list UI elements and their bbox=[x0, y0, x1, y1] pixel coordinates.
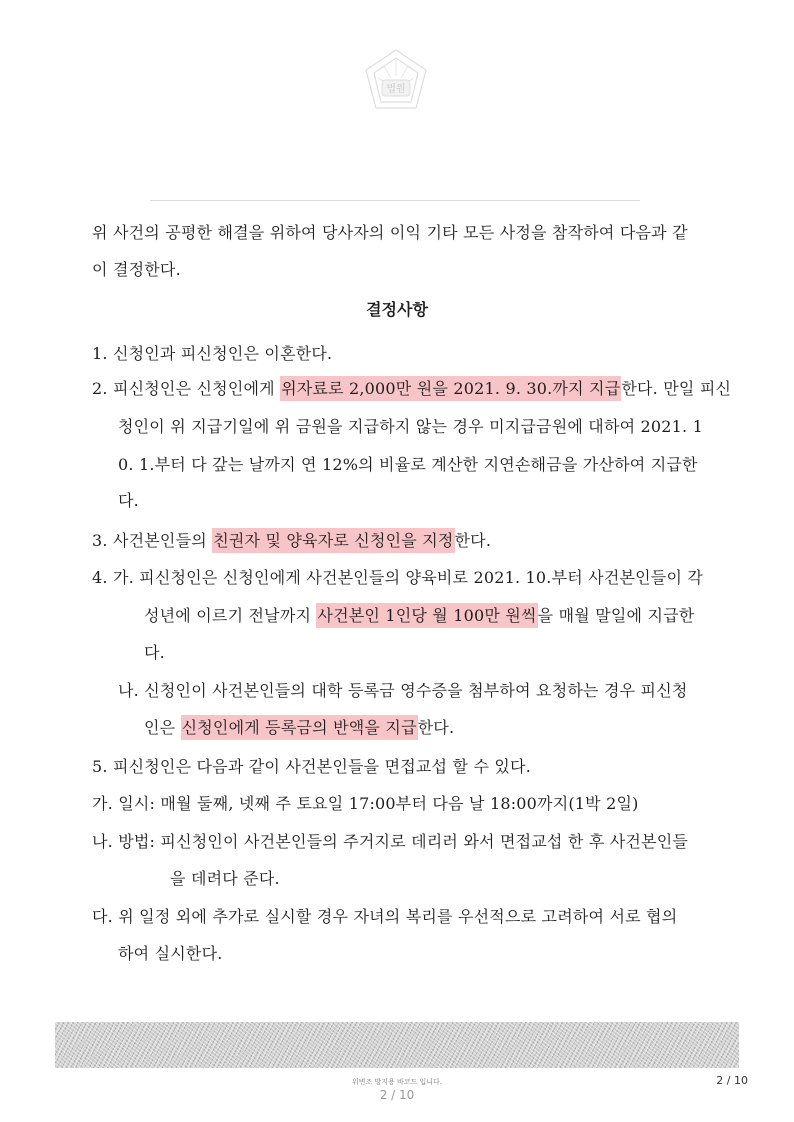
intro-line-1: 위 사건의 공평한 해결을 위하여 당사자의 이익 기타 모든 사정을 참작하여 다음과 같 bbox=[92, 223, 688, 242]
item-3-text-cont: 한다. bbox=[454, 531, 492, 550]
item-4-ga-text-cont: 을 매월 말일에 지급한 bbox=[537, 606, 695, 625]
header-divider bbox=[150, 200, 640, 201]
barcode-caption: 위변조 방지용 바코드 입니다. bbox=[351, 1078, 443, 1086]
item-4-na-text-cont: 한다. bbox=[417, 718, 455, 737]
court-seal-watermark bbox=[360, 46, 432, 118]
item-3-highlight: 친권자 및 양육자로 신청인을 지정 bbox=[212, 528, 454, 553]
item-2-line-1 bbox=[92, 378, 731, 400]
intro-line-2: 이 결정한다. bbox=[92, 260, 181, 279]
item-5-da-line-1: 다. 위 일정 외에 추가로 실시할 경우 자녀의 복리를 우선적으로 고려하여 서로 협의 bbox=[92, 907, 678, 926]
item-4-na-text: 인은 bbox=[144, 718, 181, 737]
court-seal-text: 법원 bbox=[386, 84, 406, 95]
item-2-highlight: 위자료로 2,000만 원을 2021. 9. 30.까지 지급 bbox=[280, 376, 621, 401]
item-3-text: 3. 사건본인들의 bbox=[92, 531, 213, 550]
item-4-ga-line-3: 다. bbox=[144, 643, 165, 662]
page-number-center: 2 / 10 bbox=[379, 1088, 415, 1102]
item-2-line-3: 0. 1.부터 다 갚는 날까지 연 12%의 비율로 계산한 지연손해금을 가산하여 지급한 bbox=[118, 455, 698, 474]
item-2-text-cont: 한다. 만일 피신 bbox=[621, 379, 732, 398]
section-heading: 결정사항 bbox=[366, 300, 428, 319]
item-4-na-line-2 bbox=[144, 717, 454, 739]
page-number-right: 2 / 10 bbox=[716, 1074, 748, 1087]
item-4-na-highlight: 신청인에게 등록금의 반액을 지급 bbox=[181, 715, 418, 740]
item-4-ga-text: 성년에 이르기 전날까지 bbox=[144, 606, 317, 625]
item-5-na-line-2: 을 데려다 준다. bbox=[170, 869, 280, 888]
item-5-line-1: 5. 피신청인은 다음과 같이 사건본인들을 면접교섭 할 수 있다. bbox=[92, 757, 531, 776]
item-2-text: 2. 피신청인은 신청인에게 bbox=[92, 379, 281, 398]
item-5-da-line-2: 하여 실시한다. bbox=[118, 944, 223, 963]
item-5-na-line-1: 나. 방법: 피신청인이 사건본인들의 주거지로 데리러 와서 면접교섭 한 후 사건본인들 bbox=[92, 832, 689, 851]
item-4-ga-highlight: 사건본인 1인당 월 100만 원씩 bbox=[316, 603, 537, 628]
item-2-line-4: 다. bbox=[118, 491, 139, 510]
anti-forgery-barcode bbox=[55, 1022, 739, 1068]
item-4-ga-line-1: 4. 가. 피신청인은 신청인에게 사건본인들의 양육비로 2021. 10.부터 사건본인들이 각 bbox=[92, 568, 704, 587]
item-1: 1. 신청인과 피신청인은 이혼한다. bbox=[92, 344, 333, 363]
item-4-na-line-1: 나. 신청인이 사건본인들의 대학 등록금 영수증을 첨부하여 요청하는 경우 피신청 bbox=[118, 681, 688, 700]
item-2-line-2: 청인이 위 지급기일에 위 금원을 지급하지 않는 경우 미지급금원에 대하여 2021. 1 bbox=[118, 417, 704, 436]
item-4-ga-line-2 bbox=[144, 605, 694, 627]
item-3 bbox=[92, 530, 491, 552]
item-5-ga: 가. 일시: 매월 둘째, 넷째 주 토요일 17:00부터 다음 날 18:00까지(1박 2일) bbox=[92, 794, 639, 813]
